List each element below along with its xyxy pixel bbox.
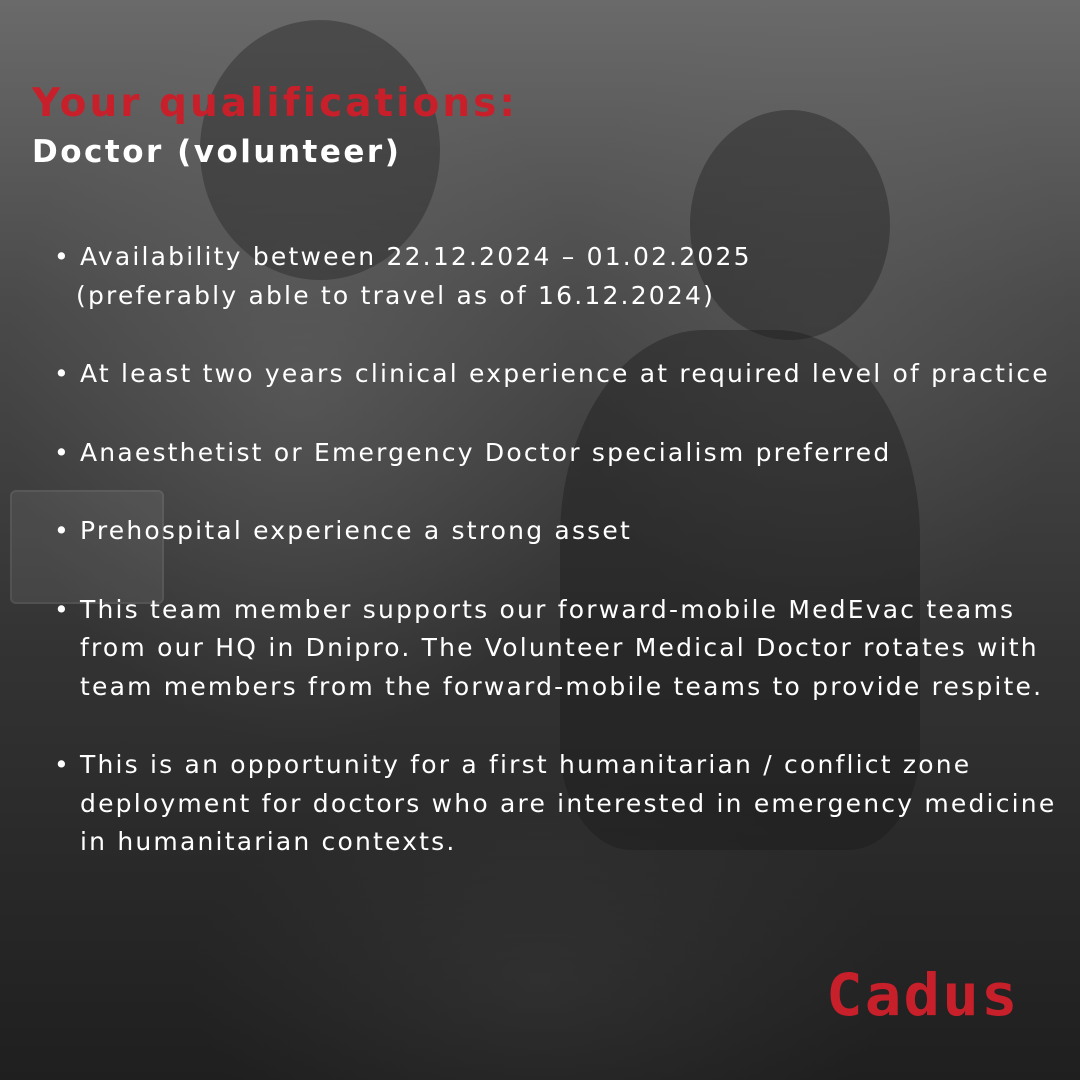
list-item	[50, 746, 1060, 862]
list-item-text: Prehospital experience a strong asset	[80, 516, 632, 545]
cadus-logo: Cadus	[826, 961, 1020, 1029]
list-item-text: Availability between 22.12.2024 – 01.02.2025	[80, 242, 752, 271]
bullet-icon: •	[54, 594, 71, 624]
bullet-icon: •	[54, 437, 71, 467]
list-item	[50, 591, 1060, 707]
bullet-icon: •	[54, 359, 71, 388]
list-item-text: Anaesthetist or Emergency Doctor specialism preferred	[80, 437, 892, 467]
list-item-text: This is an opportunity for a first humanitarian / conflict zone deployment for doctors who are interested in emergency medicine in humanitarian contexts.	[80, 750, 1057, 856]
heading-block	[32, 80, 518, 172]
page-title: Your qualifications:	[32, 81, 518, 126]
list-item-text: (preferably able to travel as of 16.12.2024)	[76, 280, 716, 310]
page-subtitle: Doctor (volunteer)	[32, 134, 402, 170]
bullet-icon: •	[54, 516, 71, 545]
list-item	[50, 434, 1060, 473]
list-item	[50, 512, 1060, 551]
bullet-icon: •	[54, 242, 71, 271]
list-item	[50, 238, 1060, 315]
qualifications-list	[50, 238, 1060, 862]
list-item	[50, 355, 1060, 394]
bullet-icon: •	[54, 750, 71, 779]
list-item-text: At least two years clinical experience at required level of practice	[80, 359, 1050, 388]
list-item-text: This team member supports our forward-mobile MedEvac teams from our HQ in Dnipro. The Volunteer Medical Doctor rotates with team members from the forward-mobile teams to provide respite.	[80, 594, 1044, 701]
